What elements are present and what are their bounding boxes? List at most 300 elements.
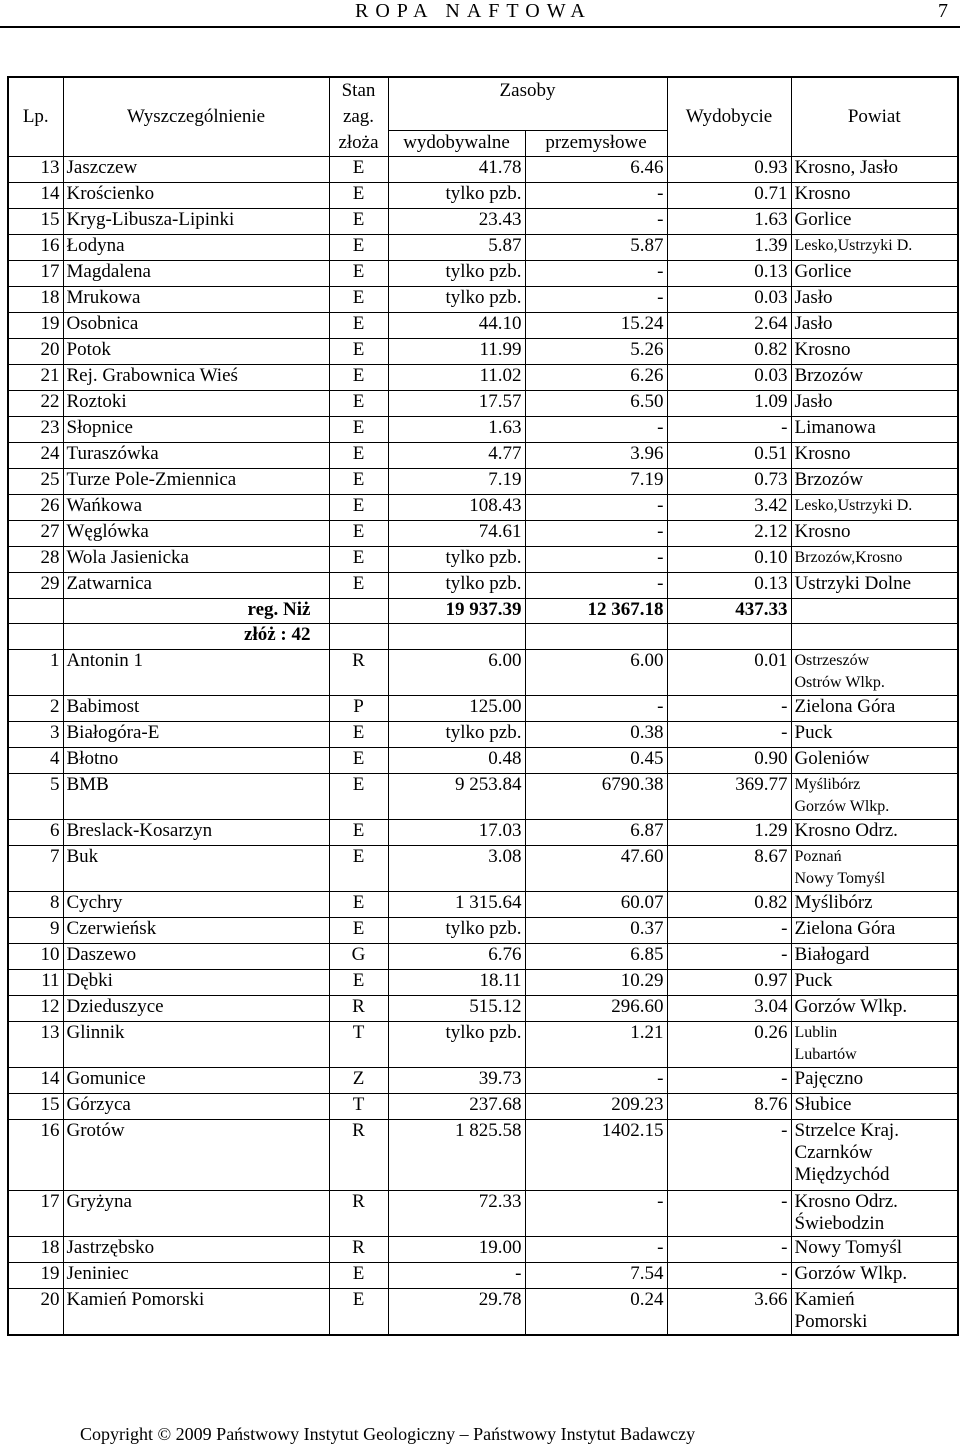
cell-przemyslowe: 6.50 <box>525 391 667 417</box>
powiat-line: Poznań <box>794 848 842 865</box>
cell-wydobycie: - <box>667 1191 791 1237</box>
cell-stan: E <box>329 443 388 469</box>
cell-przemyslowe: - <box>525 417 667 443</box>
cell-stan: E <box>329 235 388 261</box>
cell-stan: E <box>329 339 388 365</box>
cell-name: BMB <box>63 774 329 820</box>
powiat-line: Nowy Tomyśl <box>794 1237 903 1258</box>
col-wydobywalne: wydobywalne <box>388 130 525 157</box>
cell-powiat <box>791 183 958 209</box>
cell-lp: 26 <box>8 495 63 521</box>
cell-stan: R <box>329 1191 388 1237</box>
cell-powiat <box>791 365 958 391</box>
cell-powiat <box>791 157 958 183</box>
cell-stan: E <box>329 846 388 892</box>
powiat-line: Słubice <box>794 1094 852 1115</box>
cell-wydobywalne: 1 825.58 <box>388 1120 525 1191</box>
cell-wydobywalne: 6.76 <box>388 944 525 970</box>
cell-wydobywalne: 74.61 <box>388 521 525 547</box>
cell-name: Kryg-Libusza-Lipinki <box>63 209 329 235</box>
deposits-table <box>7 76 959 1336</box>
cell-lp: 18 <box>8 287 63 313</box>
summary-wydobywalne: 19 937.39 <box>388 599 525 624</box>
powiat-line: Białogard <box>794 944 870 965</box>
cell-powiat <box>791 443 958 469</box>
cell-przemyslowe: 0.24 <box>525 1289 667 1336</box>
table-row <box>8 521 958 547</box>
cell-wydobycie: - <box>667 1237 791 1263</box>
cell-name: Czerwieńsk <box>63 918 329 944</box>
col-stan: Stan zag. złoża <box>329 77 388 157</box>
cell-przemyslowe: 7.54 <box>525 1263 667 1289</box>
powiat-line: Międzychód <box>794 1164 890 1185</box>
cell-name: Buk <box>63 846 329 892</box>
cell-stan: E <box>329 820 388 846</box>
table-row <box>8 365 958 391</box>
cell-powiat <box>791 391 958 417</box>
cell-wydobywalne: 9 253.84 <box>388 774 525 820</box>
cell-stan: R <box>329 1237 388 1263</box>
cell-przemyslowe: 0.37 <box>525 918 667 944</box>
cell-powiat <box>791 261 958 287</box>
table-row <box>8 235 958 261</box>
cell-wydobycie: 3.42 <box>667 495 791 521</box>
cell-stan: E <box>329 1263 388 1289</box>
cell-wydobycie: - <box>667 722 791 748</box>
cell-przemyslowe: 6.85 <box>525 944 667 970</box>
table-row <box>8 1094 958 1120</box>
cell-przemyslowe: 7.19 <box>525 469 667 495</box>
cell-wydobycie: - <box>667 417 791 443</box>
cell-przemyslowe: - <box>525 183 667 209</box>
powiat-line: Myślibórz <box>794 892 873 913</box>
cell-wydobycie: 3.04 <box>667 996 791 1022</box>
table-row <box>8 495 958 521</box>
powiat-line: Ustrzyki Dolne <box>794 573 912 594</box>
cell-wydobywalne: 6.00 <box>388 650 525 696</box>
cell-wydobycie: 0.13 <box>667 261 791 287</box>
cell-wydobywalne: 23.43 <box>388 209 525 235</box>
cell-przemyslowe: 60.07 <box>525 892 667 918</box>
cell-przemyslowe: 3.96 <box>525 443 667 469</box>
cell-name: Krościenko <box>63 183 329 209</box>
cell-przemyslowe: 6790.38 <box>525 774 667 820</box>
table-row <box>8 391 958 417</box>
table-row <box>8 1191 958 1237</box>
col-lp: Lp. <box>8 77 63 157</box>
cell-wydobywalne: 5.87 <box>388 235 525 261</box>
cell-name: Breslack-Kosarzyn <box>63 820 329 846</box>
summary-wydobycie: 437.33 <box>667 599 791 624</box>
cell-stan: E <box>329 261 388 287</box>
cell-name: Górzyca <box>63 1094 329 1120</box>
cell-lp: 4 <box>8 748 63 774</box>
cell-wydobywalne: tylko pzb. <box>388 1022 525 1068</box>
cell-powiat <box>791 722 958 748</box>
powiat-line: Limanowa <box>794 417 876 438</box>
cell-lp: 3 <box>8 722 63 748</box>
cell-wydobywalne: 44.10 <box>388 313 525 339</box>
cell-wydobywalne: - <box>388 1263 525 1289</box>
cell-wydobycie: 0.82 <box>667 892 791 918</box>
cell-wydobywalne: 19.00 <box>388 1237 525 1263</box>
cell-powiat <box>791 547 958 573</box>
cell-powiat <box>791 650 958 696</box>
cell-wydobywalne: 4.77 <box>388 443 525 469</box>
powiat-line: Puck <box>794 970 833 991</box>
cell-powiat <box>791 1191 958 1237</box>
table-row <box>8 918 958 944</box>
cell-wydobywalne: 17.03 <box>388 820 525 846</box>
cell-stan: T <box>329 1022 388 1068</box>
cell-stan: E <box>329 892 388 918</box>
cell-wydobywalne: 7.19 <box>388 469 525 495</box>
powiat-line: Jasło <box>794 391 833 412</box>
powiat-line: Nowy Tomyśl <box>794 870 886 887</box>
table-row <box>8 573 958 599</box>
cell-lp: 6 <box>8 820 63 846</box>
table-row <box>8 970 958 996</box>
cell-name: Roztoki <box>63 391 329 417</box>
cell-stan: E <box>329 287 388 313</box>
table-row <box>8 944 958 970</box>
table-header <box>8 77 958 157</box>
cell-wydobycie: 0.03 <box>667 287 791 313</box>
cell-przemyslowe: - <box>525 573 667 599</box>
table-row <box>8 722 958 748</box>
powiat-line: Gorlice <box>794 209 852 230</box>
powiat-line: Jasło <box>794 287 833 308</box>
table-row <box>8 892 958 918</box>
cell-wydobycie: 0.26 <box>667 1022 791 1068</box>
table-row <box>8 157 958 183</box>
copyright-footer: Copyright © 2009 Państwowy Instytut Geologiczny – Państwowy Instytut Badawczy <box>80 1424 696 1444</box>
cell-powiat <box>791 748 958 774</box>
cell-wydobywalne: 1 315.64 <box>388 892 525 918</box>
cell-stan: R <box>329 650 388 696</box>
col-zasoby: Zasoby <box>388 77 667 130</box>
powiat-line: Lubartów <box>794 1046 857 1063</box>
cell-name: Zatwarnica <box>63 573 329 599</box>
cell-name: Węglówka <box>63 521 329 547</box>
cell-przemyslowe: - <box>525 521 667 547</box>
cell-przemyslowe: 6.46 <box>525 157 667 183</box>
cell-wydobycie: 8.67 <box>667 846 791 892</box>
cell-name: Jastrzębsko <box>63 1237 329 1263</box>
cell-wydobywalne: 3.08 <box>388 846 525 892</box>
table-row <box>8 183 958 209</box>
powiat-line: Gorzów Wlkp. <box>794 996 908 1017</box>
cell-powiat <box>791 495 958 521</box>
cell-stan: E <box>329 521 388 547</box>
cell-powiat <box>791 996 958 1022</box>
cell-wydobywalne: tylko pzb. <box>388 573 525 599</box>
summary-label-1: reg. Niż <box>63 599 329 624</box>
table-row <box>8 313 958 339</box>
cell-lp: 19 <box>8 1263 63 1289</box>
table-row <box>8 1237 958 1263</box>
cell-lp: 13 <box>8 1022 63 1068</box>
powiat-line: Pomorski <box>794 1311 868 1332</box>
powiat-line: Brzozów <box>794 365 864 386</box>
powiat-line: Goleniów <box>794 748 870 769</box>
cell-wydobycie: 1.09 <box>667 391 791 417</box>
cell-wydobycie: 369.77 <box>667 774 791 820</box>
powiat-line: Krosno, Jasło <box>794 157 898 178</box>
table-row <box>8 1068 958 1094</box>
cell-stan: Z <box>329 1068 388 1094</box>
cell-przemyslowe: - <box>525 495 667 521</box>
cell-lp: 28 <box>8 547 63 573</box>
powiat-line: Krosno <box>794 443 851 464</box>
cell-name: Gryżyna <box>63 1191 329 1237</box>
cell-lp: 8 <box>8 892 63 918</box>
table-row <box>8 209 958 235</box>
cell-powiat <box>791 573 958 599</box>
cell-name: Osobnica <box>63 313 329 339</box>
cell-wydobycie: 0.51 <box>667 443 791 469</box>
header-rule <box>0 26 960 28</box>
cell-wydobywalne: 39.73 <box>388 1068 525 1094</box>
cell-stan: E <box>329 495 388 521</box>
powiat-line: Ostrów Wlkp. <box>794 674 885 691</box>
cell-wydobywalne: tylko pzb. <box>388 183 525 209</box>
cell-przemyslowe: - <box>525 1237 667 1263</box>
powiat-line: Puck <box>794 722 833 743</box>
cell-stan: E <box>329 183 388 209</box>
cell-powiat <box>791 1022 958 1068</box>
cell-name: Turaszówka <box>63 443 329 469</box>
cell-wydobywalne: 108.43 <box>388 495 525 521</box>
cell-lp: 15 <box>8 209 63 235</box>
col-powiat: Powiat <box>791 77 958 157</box>
table-row <box>8 748 958 774</box>
table-row <box>8 287 958 313</box>
cell-przemyslowe: - <box>525 209 667 235</box>
powiat-line: Ostrzeszów <box>794 652 870 669</box>
cell-name: Kamień Pomorski <box>63 1289 329 1336</box>
cell-lp: 14 <box>8 183 63 209</box>
cell-wydobycie: - <box>667 944 791 970</box>
cell-powiat <box>791 1120 958 1191</box>
table-row <box>8 774 958 820</box>
cell-wydobycie: 0.93 <box>667 157 791 183</box>
cell-powiat <box>791 1068 958 1094</box>
cell-przemyslowe: - <box>525 261 667 287</box>
cell-wydobycie: 2.12 <box>667 521 791 547</box>
cell-wydobycie: 0.71 <box>667 183 791 209</box>
cell-stan: E <box>329 391 388 417</box>
cell-name: Babimost <box>63 696 329 722</box>
powiat-line: Krosno Odrz. <box>794 820 898 841</box>
cell-lp: 25 <box>8 469 63 495</box>
cell-stan: E <box>329 722 388 748</box>
cell-wydobycie: 8.76 <box>667 1094 791 1120</box>
cell-name: Jeniniec <box>63 1263 329 1289</box>
cell-wydobywalne: tylko pzb. <box>388 547 525 573</box>
cell-wydobywalne: 237.68 <box>388 1094 525 1120</box>
cell-wydobywalne: tylko pzb. <box>388 261 525 287</box>
cell-wydobycie: 1.29 <box>667 820 791 846</box>
cell-wydobywalne: 18.11 <box>388 970 525 996</box>
cell-powiat <box>791 1094 958 1120</box>
cell-wydobywalne: 29.78 <box>388 1289 525 1336</box>
cell-name: Turze Pole-Zmiennica <box>63 469 329 495</box>
cell-stan: G <box>329 944 388 970</box>
cell-wydobywalne: 515.12 <box>388 996 525 1022</box>
cell-stan: E <box>329 573 388 599</box>
cell-przemyslowe: 0.38 <box>525 722 667 748</box>
cell-name: Mrukowa <box>63 287 329 313</box>
cell-stan: E <box>329 365 388 391</box>
cell-powiat <box>791 1263 958 1289</box>
cell-stan: E <box>329 748 388 774</box>
powiat-line: Zielona Góra <box>794 918 896 939</box>
powiat-line: Lesko,Ustrzyki D. <box>794 497 913 514</box>
cell-wydobycie: 0.13 <box>667 573 791 599</box>
cell-lp: 7 <box>8 846 63 892</box>
cell-powiat <box>791 313 958 339</box>
page-number: 7 <box>938 0 948 22</box>
cell-powiat <box>791 287 958 313</box>
table-row <box>8 547 958 573</box>
cell-name: Daszewo <box>63 944 329 970</box>
cell-name: Jaszczew <box>63 157 329 183</box>
cell-stan: E <box>329 918 388 944</box>
col-przemyslowe: przemysłowe <box>525 130 667 157</box>
table-row <box>8 417 958 443</box>
cell-lp: 16 <box>8 1120 63 1191</box>
cell-stan: E <box>329 417 388 443</box>
cell-stan: E <box>329 157 388 183</box>
cell-przemyslowe: - <box>525 696 667 722</box>
cell-powiat <box>791 339 958 365</box>
cell-stan: T <box>329 1094 388 1120</box>
cell-przemyslowe: 0.45 <box>525 748 667 774</box>
cell-wydobywalne: 1.63 <box>388 417 525 443</box>
cell-lp: 16 <box>8 235 63 261</box>
cell-lp: 15 <box>8 1094 63 1120</box>
table-row <box>8 996 958 1022</box>
cell-lp: 29 <box>8 573 63 599</box>
table-row <box>8 1289 958 1336</box>
cell-wydobycie: 0.73 <box>667 469 791 495</box>
cell-name: Białogóra-E <box>63 722 329 748</box>
cell-przemyslowe: 47.60 <box>525 846 667 892</box>
cell-powiat <box>791 1237 958 1263</box>
cell-stan: E <box>329 1289 388 1336</box>
cell-wydobywalne: 17.57 <box>388 391 525 417</box>
powiat-line: Jasło <box>794 313 833 334</box>
cell-stan: E <box>329 469 388 495</box>
table-row <box>8 820 958 846</box>
cell-powiat <box>791 235 958 261</box>
cell-powiat <box>791 892 958 918</box>
cell-lp: 24 <box>8 443 63 469</box>
cell-wydobywalne: 41.78 <box>388 157 525 183</box>
cell-przemyslowe: 6.87 <box>525 820 667 846</box>
cell-wydobycie: 0.01 <box>667 650 791 696</box>
cell-przemyslowe: - <box>525 1191 667 1237</box>
cell-powiat <box>791 970 958 996</box>
powiat-line: Czarnków <box>794 1142 873 1163</box>
cell-powiat <box>791 417 958 443</box>
cell-powiat <box>791 1289 958 1336</box>
cell-name: Łodyna <box>63 235 329 261</box>
powiat-line: Brzozów,Krosno <box>794 549 903 566</box>
cell-lp: 20 <box>8 339 63 365</box>
cell-przemyslowe: 209.23 <box>525 1094 667 1120</box>
cell-stan: P <box>329 696 388 722</box>
table-row <box>8 650 958 696</box>
cell-powiat <box>791 918 958 944</box>
cell-przemyslowe: 296.60 <box>525 996 667 1022</box>
cell-powiat <box>791 696 958 722</box>
cell-name: Rej. Grabownica Wieś <box>63 365 329 391</box>
cell-lp: 19 <box>8 313 63 339</box>
summary-label-2: złóż : 42 <box>63 624 329 650</box>
cell-wydobycie: 1.39 <box>667 235 791 261</box>
cell-powiat <box>791 774 958 820</box>
table-row <box>8 696 958 722</box>
cell-lp: 21 <box>8 365 63 391</box>
cell-lp: 12 <box>8 996 63 1022</box>
cell-lp: 1 <box>8 650 63 696</box>
cell-stan: E <box>329 547 388 573</box>
table-row <box>8 469 958 495</box>
cell-wydobycie: 1.63 <box>667 209 791 235</box>
cell-lp: 23 <box>8 417 63 443</box>
powiat-line: Strzelce Kraj. <box>794 1120 899 1141</box>
cell-przemyslowe: 5.26 <box>525 339 667 365</box>
cell-powiat <box>791 469 958 495</box>
cell-przemyslowe: 6.26 <box>525 365 667 391</box>
cell-przemyslowe: 6.00 <box>525 650 667 696</box>
table-body-a <box>8 157 958 599</box>
cell-powiat <box>791 820 958 846</box>
cell-przemyslowe: 1402.15 <box>525 1120 667 1191</box>
cell-stan: R <box>329 1120 388 1191</box>
table-body-b <box>8 650 958 1336</box>
cell-name: Antonin 1 <box>63 650 329 696</box>
cell-name: Słopnice <box>63 417 329 443</box>
cell-wydobycie: 2.64 <box>667 313 791 339</box>
table-row <box>8 443 958 469</box>
cell-name: Cychry <box>63 892 329 918</box>
cell-wydobycie: - <box>667 918 791 944</box>
powiat-line: Zielona Góra <box>794 696 896 717</box>
cell-lp: 11 <box>8 970 63 996</box>
powiat-line: Krosno <box>794 183 851 204</box>
cell-lp: 10 <box>8 944 63 970</box>
summary-przemyslowe: 12 367.18 <box>525 599 667 624</box>
cell-przemyslowe: 1.21 <box>525 1022 667 1068</box>
cell-wydobycie: - <box>667 1068 791 1094</box>
cell-name: Dzieduszyce <box>63 996 329 1022</box>
cell-wydobycie: 0.03 <box>667 365 791 391</box>
cell-przemyslowe: 10.29 <box>525 970 667 996</box>
cell-wydobycie: 3.66 <box>667 1289 791 1336</box>
cell-lp: 17 <box>8 1191 63 1237</box>
powiat-line: Krosno <box>794 339 851 360</box>
cell-name: Grotów <box>63 1120 329 1191</box>
powiat-line: Lublin <box>794 1024 838 1041</box>
summary-block <box>8 599 958 650</box>
cell-lp: 5 <box>8 774 63 820</box>
cell-wydobycie: 0.90 <box>667 748 791 774</box>
cell-name: Wańkowa <box>63 495 329 521</box>
cell-wydobycie: - <box>667 1263 791 1289</box>
